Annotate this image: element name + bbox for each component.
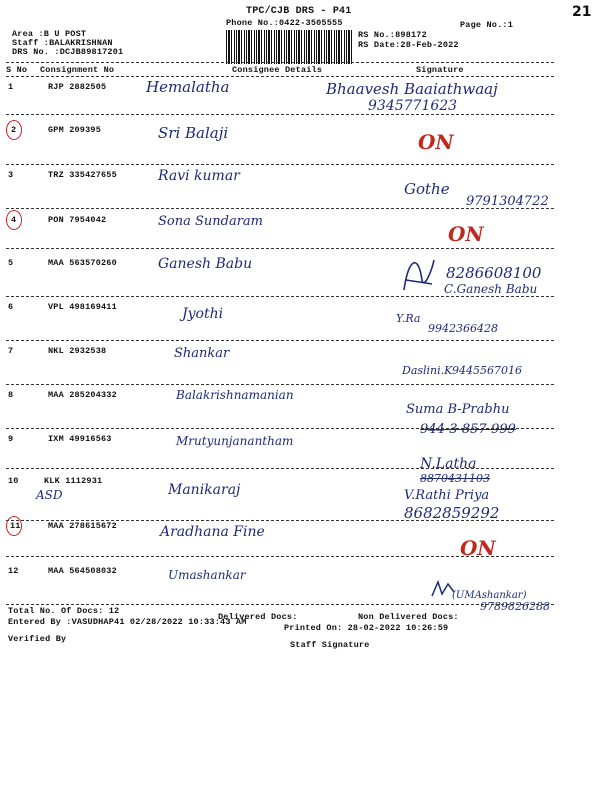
row-number: 2 xyxy=(11,125,17,135)
red-initials-mark: ON xyxy=(448,222,484,246)
row-number: 10 xyxy=(8,476,19,486)
consignment-number: MAA 563570260 xyxy=(48,258,117,268)
staff-signature: Staff Signature xyxy=(290,640,370,650)
consignment-number: TRZ 335427655 xyxy=(48,170,117,180)
consignee-name: Shankar xyxy=(174,346,230,361)
row-divider xyxy=(6,164,554,165)
non-delivered-docs: Non Delivered Docs: xyxy=(358,612,459,622)
row-number: 3 xyxy=(8,170,14,180)
drs-number: DRS No. :DCJB89817201 xyxy=(12,47,124,57)
receiver-signature: Gothe xyxy=(404,180,450,198)
divider xyxy=(6,62,554,63)
row-number: 1 xyxy=(8,82,14,92)
row-number: 4 xyxy=(11,215,17,225)
consignee-name: Manikaraj xyxy=(168,482,241,498)
receiver-signature: V.Rathi Priya xyxy=(404,488,490,503)
row-divider xyxy=(6,384,554,385)
row-divider xyxy=(6,208,554,209)
consignee-name: Mrutyunjanantham xyxy=(176,434,294,448)
consignee-name: Umashankar xyxy=(168,568,246,582)
receiver-signature: N.Latha xyxy=(420,456,477,472)
page-number: Page No.:1 xyxy=(460,20,514,30)
receiver-phone: 9345771623 xyxy=(368,98,458,114)
column-header-consignment: Consignment No xyxy=(40,65,115,75)
row-number: 9 xyxy=(8,434,14,444)
consignment-number: GPM 209395 xyxy=(48,125,102,135)
area-label: Area :B U POST xyxy=(12,29,87,39)
consignment-number: NKL 2932538 xyxy=(48,346,107,356)
printed-on: Printed On: 28-02-2022 10:26:59 xyxy=(284,623,449,633)
consignee-name: Ganesh Babu xyxy=(158,256,253,272)
document-title: TPC/CJB DRS - P41 xyxy=(246,6,352,17)
row-divider xyxy=(6,248,554,249)
row-number: 8 xyxy=(8,390,14,400)
barcode xyxy=(226,30,354,64)
row-divider xyxy=(6,604,554,605)
consignment-number: RJP 2882505 xyxy=(48,82,107,92)
column-header-sno: S No xyxy=(6,65,28,75)
row-number: 6 xyxy=(8,302,14,312)
receiver-phone: 8682859292 xyxy=(404,504,500,522)
receiver-signature: Daslini.K xyxy=(402,364,453,377)
receiver-phone: 8870431103 xyxy=(420,472,490,485)
row-number: 7 xyxy=(8,346,14,356)
consignee-name: Hemalatha xyxy=(146,78,230,96)
row-divider xyxy=(6,296,554,297)
row-number: 5 xyxy=(8,258,14,268)
consignment-number: MAA 278615672 xyxy=(48,521,117,531)
consignment-number: KLK 1112931 xyxy=(44,476,103,486)
total-docs: Total No. Of Docs: 12 xyxy=(8,606,120,616)
column-header-consignee: Consignee Details xyxy=(232,65,323,75)
consignment-number: VPL 498169411 xyxy=(48,302,117,312)
row-divider xyxy=(6,114,554,115)
phone-number: Phone No.:0422-3505555 xyxy=(226,18,343,28)
receiver-phone: 944-3-857-999 xyxy=(420,422,516,437)
receiver-phone: 9791304722 xyxy=(466,194,549,209)
red-initials-mark: ON xyxy=(460,536,496,560)
delivered-docs: Delivered Docs: xyxy=(218,612,298,622)
row-number: 12 xyxy=(8,566,19,576)
page-corner-number: 21 xyxy=(572,4,592,20)
staff-label: Staff :BALAKRISHNAN xyxy=(12,38,113,48)
consignee-name: Jyothi xyxy=(182,306,224,322)
rs-date: RS Date:28-Feb-2022 xyxy=(358,40,459,50)
consignee-name: Sri Balaji xyxy=(158,124,229,142)
row-divider xyxy=(6,340,554,341)
receiver-signature: Suma B-Prabhu xyxy=(406,402,510,417)
consignment-number: PON 7954042 xyxy=(48,215,107,225)
rs-number: RS No.:898172 xyxy=(358,30,427,40)
row-number: 11 xyxy=(10,521,21,531)
row-divider xyxy=(6,556,554,557)
consignment-number: IXM 49916563 xyxy=(48,434,112,444)
consignee-name: Aradhana Fine xyxy=(160,524,265,540)
column-header-signature: Signature xyxy=(416,65,464,75)
receiver-signature: Y.Ra xyxy=(396,312,421,325)
receiver-phone: 9942366428 xyxy=(428,322,498,335)
row-divider xyxy=(6,468,554,469)
consignee-name: Ravi kumar xyxy=(158,168,240,184)
consignee-name: Sona Sundaram xyxy=(158,214,264,229)
consignee-name: Balakrishnamanian xyxy=(176,388,294,402)
receiver-phone: 9789826288 xyxy=(480,600,550,613)
receiver-signature: Bhaavesh Baaiathwaaj xyxy=(326,80,498,98)
divider xyxy=(6,76,554,77)
receiver-signature: C.Ganesh Babu xyxy=(444,282,538,296)
receiver-phone: 8286608100 xyxy=(446,264,542,282)
row-divider xyxy=(6,428,554,429)
verified-by: Verified By xyxy=(8,634,67,644)
entered-by: Entered By :VASUDHAP41 02/28/2022 10:33:43 AM xyxy=(8,617,247,627)
red-initials-mark: ON xyxy=(418,130,454,154)
scribble-signature xyxy=(398,250,438,294)
receiver-phone: 9445567016 xyxy=(452,364,522,377)
consignment-number: MAA 564508032 xyxy=(48,566,117,576)
consignment-number: MAA 285204332 xyxy=(48,390,117,400)
receiver-signature: (UMAshankar) xyxy=(452,590,527,601)
handwritten-note: ASD xyxy=(36,488,63,502)
